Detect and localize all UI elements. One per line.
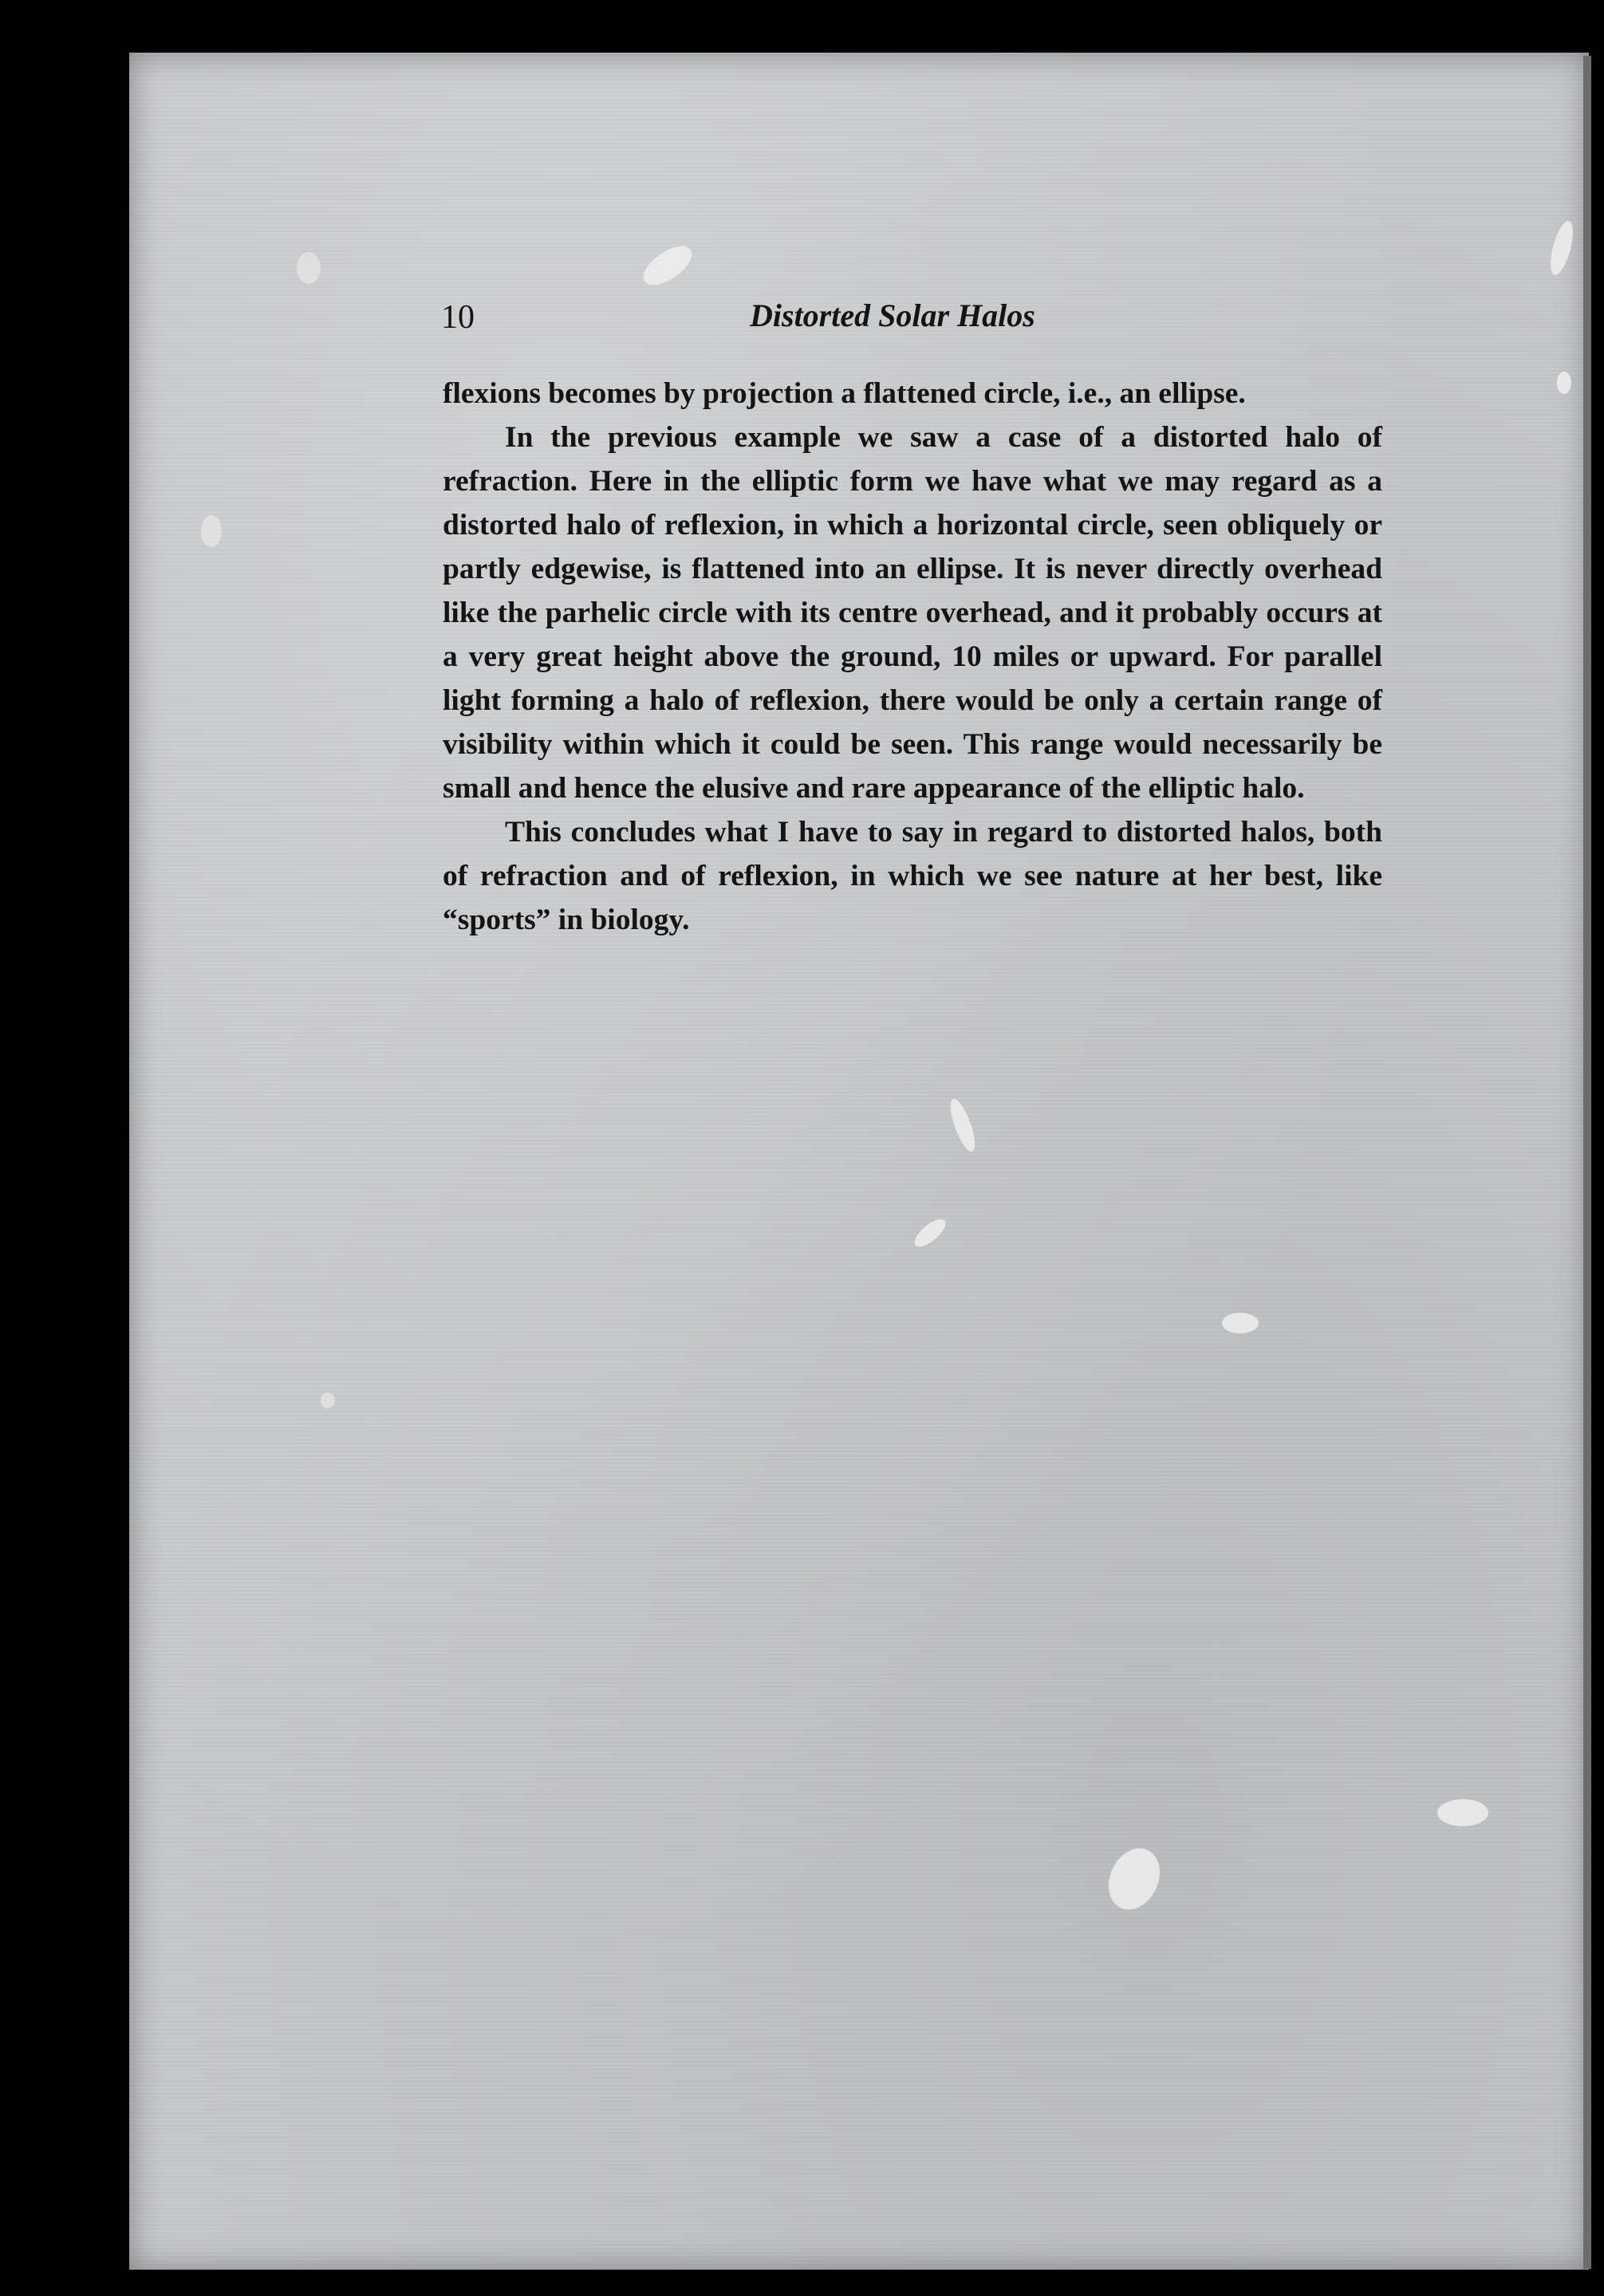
paper-speck xyxy=(1557,372,1571,394)
page-header xyxy=(441,295,1378,343)
paragraph: This concludes what I have to say in regard to distorted halos, both of refraction and of reflexion, in which we see nature at her best, like “sports” in biology. xyxy=(443,816,1382,936)
paper-speck xyxy=(321,1392,335,1408)
paper-speck xyxy=(1546,219,1577,277)
paragraph: In the previous example we saw a case of a distorted halo of refraction. Here in the elliptic form we have what we may regard as a distorted halo of reflexion, in which a horizontal circle, seen obliquely or partly edgewise, is flattened into an ellipse. It is never directly overhead like the parhelic circle with its centre overhead, and it probably occurs at a very great height above the ground, 10 miles or upward. For parallel light forming a halo of reflexion, there would be only a certain range of visibility within which it could be seen. This range would necessarily be small and hence the elusive and rare appearance of the elliptic halo. xyxy=(443,421,1382,805)
page-number: 10 xyxy=(441,299,475,336)
paper-speck xyxy=(910,1215,950,1251)
paper-speck xyxy=(1099,1840,1169,1918)
paper-speck xyxy=(637,238,699,293)
paper-speck xyxy=(297,252,321,284)
running-title: Distorted Solar Halos xyxy=(750,297,1035,333)
paper-speck xyxy=(1222,1313,1259,1333)
body-text xyxy=(443,372,1382,942)
paper-speck xyxy=(201,515,222,547)
page-edge xyxy=(1583,56,1591,2269)
paper-speck xyxy=(1437,1799,1488,1826)
paragraph: flexions becomes by projection a flattened circle, i.e., an ellipse. xyxy=(443,377,1246,410)
paper-speck xyxy=(946,1097,980,1155)
